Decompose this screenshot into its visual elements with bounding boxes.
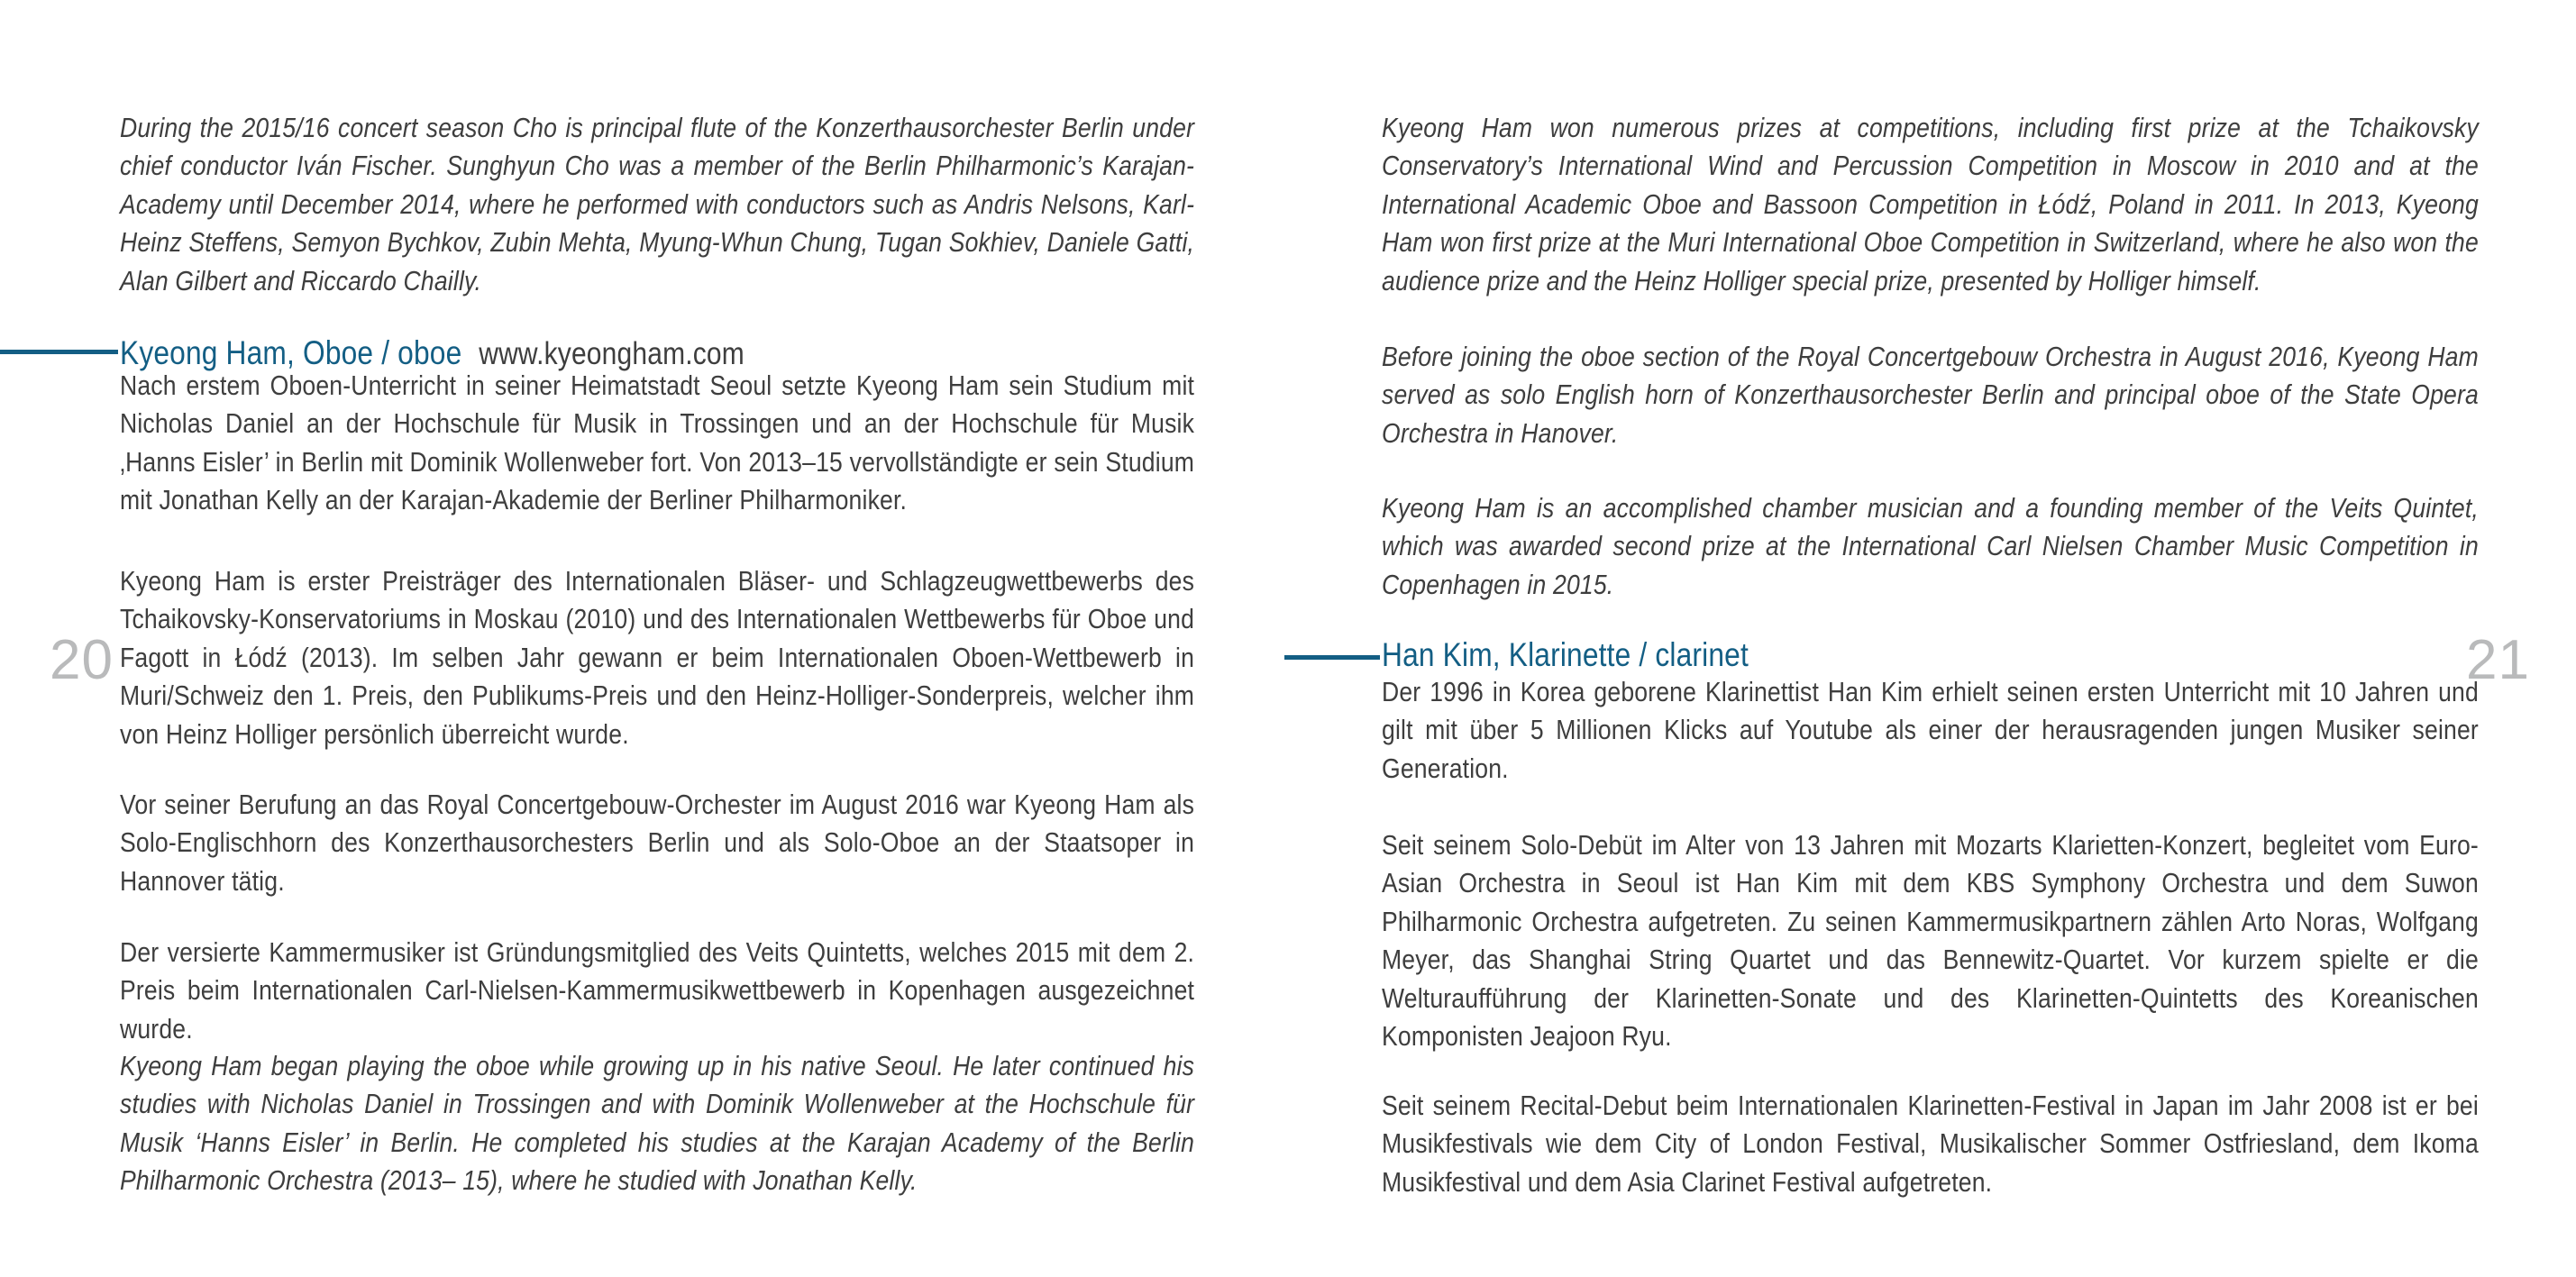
paragraph-ham-positions-english: Before joining the oboe section of the Royal Concertgebouw Orchestra in August 2016, Kyeong Ham served as solo English horn of Konzerthausorchester Berlin and principal oboe of the State Opera Orchestra in Hanover.	[1382, 341, 2479, 449]
paragraph-ham-positions-de: Vor seiner Berufung an das Royal Concertgebouw-Orchester im August 2016 war Kyeong Ham als Solo-Englischhorn des Konzerthausorchesters Berlin und als Solo-Oboe an der Staatsoper in Hannover tätig.	[120, 789, 1195, 897]
paragraph-cho-bio-english: During the 2015/16 concert season Cho is principal flute of the Konzerthausorchester Berlin under chief conductor Iván Fischer. Sunghyun Cho was a member of the Berlin Philharmonic’s Karajan-Academy until December 2014, where he performed with conductors such as Andris Nelsons, Karl-Heinz Steffens, Semyon Bychkov, Zubin Mehta, Myung-Whun Chung, Tugan Sokhiev, Daniele Gatti, Alan Gilbert and Riccardo Chailly.	[120, 112, 1195, 296]
paragraph-ham-prizes-english: Kyeong Ham won numerous prizes at competitions, including first prize at the Tchaikovsky Conservatory’s International Wind and Percussion Competition in Moscow in 2010 and at the International Academic Oboe and Bassoon Competition in Łódź, Poland in 2011. In 2013, Kyeong Ham won first prize at the Muri International Oboe Competition in Switzerland, where he also won the audience prize and the Heinz Holliger special prize, presented by Holliger himself.	[1382, 112, 2479, 296]
section-rule-right	[1284, 655, 1380, 660]
website-url: www.kyeongham.com	[479, 336, 744, 371]
paragraph-ham-chamber-de: Der versierte Kammermusiker ist Gründungsmitglied des Veits Quintetts, welches 2015 mit dem 2. Preis beim Internationalen Carl-Nielsen-Kammermusikwettbewerb in Kopenhagen ausgezeichnet wurde.	[120, 936, 1195, 1044]
page-number-left: 20	[50, 629, 114, 691]
paragraph-ham-chamber-english: Kyeong Ham is an accomplished chamber musician and a founding member of the Veits Quintet, which was awarded second prize at the International Carl Nielsen Chamber Music Competition in Copenhagen in 2015.	[1382, 492, 2479, 600]
paragraph-kim-debut-de: Seit seinem Solo-Debüt im Alter von 13 Jahren mit Mozarts Klarietten-Konzert, begleitet vom Euro-Asian Orchestra in Seoul ist Han Kim mit dem KBS Symphony Orchestra und dem Suwon Philharmonic Orchestra aufgetreten. Zu seinen Kammermusikpartnern zählen Arto Noras, Wolfgang Meyer, das Shanghai String Quartet und das Bennewitz-Quartet. Vor kurzem spielte er die Welturaufführung der Klarinetten-Sonate und des Klarinetten-Quintetts des Koreanischen Komponisten Jeajoon Ryu.	[1382, 829, 2479, 1053]
musician-name-heading: Kyeong Ham, Oboe / oboe	[120, 334, 462, 371]
page-number-right: 21	[2466, 629, 2530, 691]
paragraph-ham-prizes-de: Kyeong Ham is erster Preisträger des Internationalen Bläser- und Schlagzeugwettbewerbs des Tchaikovsky-Konservatoriums in Moskau (2010) und des Internationalen Wettbewerbs für Oboe und Fagott in Łódź (2013). Im selben Jahr gewann er beim Internationalen Oboen-Wettbewerb in Muri/Schweiz den 1. Preis, den Publikums-Preis und den Heinz-Holliger-Sonderpreis, welcher ihm von Heinz Holliger persönlich überreicht wurde.	[120, 565, 1195, 750]
paragraph-kim-intro-de: Der 1996 in Korea geborene Klarinettist Han Kim erhielt seinen ersten Unterricht mit 10 Jahren und gilt mit über 5 Millionen Klicks auf Youtube als einer der herausragenden jungen Musiker seiner Generation.	[1382, 676, 2479, 784]
section-rule-left	[0, 350, 118, 354]
musician-name-heading: Han Kim, Klarinette / clarinet	[1382, 636, 1749, 673]
paragraph-kim-festivals-de: Seit seinem Recital-Debut beim Internationalen Klarinetten-Festival in Japan im Jahr 2008 ist er bei Musikfestivals wie dem City of London Festival, Musikalischer Sommer Ostfriesland, dem Ikoma Musikfestival und dem Asia Clarinet Festival aufgetreten.	[1382, 1090, 2479, 1198]
paragraph-ham-bio-english: Kyeong Ham began playing the oboe while growing up in his native Seoul. He later continued his studies with Nicholas Daniel in Trossingen and with Dominik Wollenweber at the Hochschule für Musik ‘Hanns Eisler’ in Berlin. He completed his studies at the Karajan Academy of the Berlin Philharmonic Orchestra (2013– 15), where he studied with Jonathan Kelly.	[120, 1050, 1195, 1197]
paragraph-ham-education-de: Nach erstem Oboen-Unterricht in seiner Heimatstadt Seoul setzte Kyeong Ham sein Studium mit Nicholas Daniel an der Hochschule für Musik in Trossingen und an der Hochschule für Musik ‚Hanns Eisler’ in Berlin mit Dominik Wollenweber fort. Von 2013–15 vervollständigte er sein Studium mit Jonathan Kelly an der Karajan-Akademie der Berliner Philharmoniker.	[120, 369, 1195, 516]
section-heading-han-kim	[1382, 635, 2479, 677]
